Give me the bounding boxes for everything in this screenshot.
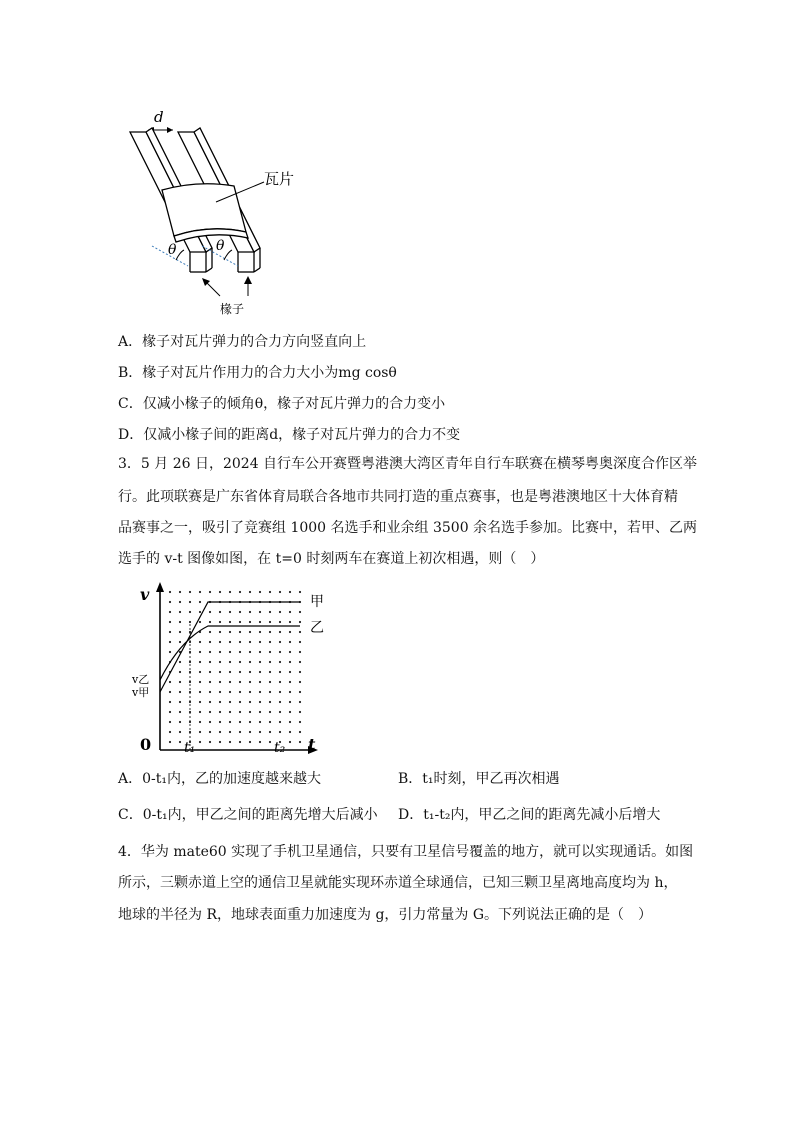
grid-dot — [219, 591, 221, 593]
grid-dot — [259, 611, 261, 613]
label-v-yi: v乙 — [132, 673, 150, 686]
label-rafter: 椽子 — [220, 302, 245, 316]
grid-dot — [209, 731, 211, 733]
grid-dots — [169, 591, 301, 743]
grid-dot — [209, 681, 211, 683]
grid-dot — [269, 711, 271, 713]
grid-dot — [179, 671, 181, 673]
grid-dot — [189, 591, 191, 593]
grid-dot — [239, 651, 241, 653]
grid-dot — [169, 601, 171, 603]
grid-dot — [259, 681, 261, 683]
grid-dot — [209, 721, 211, 723]
grid-dot — [289, 741, 291, 743]
label-d: d — [154, 108, 164, 126]
grid-dot — [209, 671, 211, 673]
grid-dot — [299, 641, 301, 643]
grid-dot — [229, 661, 231, 663]
grid-dot — [169, 631, 171, 633]
grid-dot — [289, 711, 291, 713]
grid-dot — [209, 641, 211, 643]
grid-dot — [299, 711, 301, 713]
grid-dot — [219, 701, 221, 703]
grid-dot — [249, 701, 251, 703]
grid-dot — [179, 691, 181, 693]
grid-dot — [249, 691, 251, 693]
grid-dot — [279, 691, 281, 693]
grid-dot — [169, 681, 171, 683]
grid-dot — [209, 631, 211, 633]
grid-dot — [299, 731, 301, 733]
grid-dot — [259, 731, 261, 733]
grid-dot — [239, 681, 241, 683]
q3-option-d: D．t₁-t₂内，甲乙之间的距离先减小后增大 — [398, 807, 661, 823]
grid-dot — [229, 721, 231, 723]
grid-dot — [279, 701, 281, 703]
grid-dot — [219, 681, 221, 683]
grid-dot — [209, 591, 211, 593]
grid-dot — [259, 691, 261, 693]
grid-dot — [219, 641, 221, 643]
grid-dot — [299, 611, 301, 613]
grid-dot — [299, 591, 301, 593]
q2-option-b: B．椽子对瓦片作用力的合力大小为mg cosθ — [118, 365, 397, 381]
q3-option-c: C．0-t₁内，甲乙之间的距离先增大后减小 — [118, 807, 378, 823]
grid-dot — [229, 691, 231, 693]
grid-dot — [179, 601, 181, 603]
grid-dot — [169, 691, 171, 693]
grid-dot — [179, 631, 181, 633]
label-theta-right: θ — [216, 238, 225, 254]
grid-dot — [289, 661, 291, 663]
grid-dot — [269, 731, 271, 733]
grid-dot — [299, 661, 301, 663]
grid-dot — [259, 721, 261, 723]
grid-dot — [279, 711, 281, 713]
grid-dot — [249, 591, 251, 593]
grid-dot — [189, 621, 191, 623]
grid-dot — [249, 641, 251, 643]
grid-dot — [289, 611, 291, 613]
grid-dot — [219, 731, 221, 733]
grid-dot — [169, 721, 171, 723]
grid-dot — [179, 641, 181, 643]
grid-dot — [249, 711, 251, 713]
grid-dot — [179, 621, 181, 623]
grid-dot — [259, 641, 261, 643]
grid-dot — [169, 741, 171, 743]
grid-dot — [259, 621, 261, 623]
grid-dot — [209, 691, 211, 693]
grid-dot — [259, 741, 261, 743]
grid-dot — [299, 691, 301, 693]
grid-dot — [229, 651, 231, 653]
grid-dot — [189, 611, 191, 613]
grid-dot — [199, 611, 201, 613]
grid-dot — [269, 681, 271, 683]
grid-dot — [199, 641, 201, 643]
grid-dot — [299, 671, 301, 673]
q3-stem-line-2: 行。此项联赛是广东省体育局联合各地市共同打造的重点赛事，也是粤港澳地区十大体育精 — [118, 489, 678, 505]
grid-dot — [299, 621, 301, 623]
grid-dot — [239, 731, 241, 733]
origin-label: 0 — [140, 735, 152, 754]
grid-dot — [299, 651, 301, 653]
axis-t-label: t — [308, 735, 316, 754]
grid-dot — [269, 701, 271, 703]
grid-dot — [219, 661, 221, 663]
grid-dot — [289, 631, 291, 633]
q3-stem-line-1: 3．5 月 26 日，2024 自行车公开赛暨粤港澳大湾区青年自行车联赛在横琴粤奥深度合作区举 — [118, 456, 698, 472]
q2-option-a: A．椽子对瓦片弹力的合力方向竖直向上 — [118, 334, 367, 350]
grid-dot — [209, 651, 211, 653]
grid-dot — [179, 711, 181, 713]
label-tile: 瓦片 — [264, 170, 295, 188]
grid-dot — [209, 661, 211, 663]
grid-dot — [179, 681, 181, 683]
grid-dot — [179, 611, 181, 613]
grid-dot — [239, 611, 241, 613]
grid-dot — [239, 591, 241, 593]
grid-dot — [239, 671, 241, 673]
grid-dot — [269, 671, 271, 673]
grid-dot — [199, 651, 201, 653]
grid-dot — [289, 681, 291, 683]
grid-dot — [279, 621, 281, 623]
grid-dot — [279, 591, 281, 593]
grid-dot — [259, 591, 261, 593]
grid-dot — [289, 721, 291, 723]
grid-dot — [279, 631, 281, 633]
grid-dot — [289, 591, 291, 593]
grid-dot — [179, 741, 181, 743]
grid-dot — [289, 641, 291, 643]
grid-dot — [199, 701, 201, 703]
grid-dot — [279, 671, 281, 673]
grid-dot — [219, 611, 221, 613]
grid-dot — [259, 651, 261, 653]
grid-dot — [279, 731, 281, 733]
grid-dot — [239, 721, 241, 723]
grid-dot — [249, 731, 251, 733]
grid-dot — [249, 741, 251, 743]
grid-dot — [289, 651, 291, 653]
grid-dot — [269, 651, 271, 653]
grid-dot — [259, 711, 261, 713]
grid-dot — [199, 721, 201, 723]
grid-dot — [259, 661, 261, 663]
grid-dot — [229, 591, 231, 593]
grid-dot — [289, 671, 291, 673]
grid-dot — [189, 601, 191, 603]
grid-dot — [199, 661, 201, 663]
grid-dot — [239, 621, 241, 623]
grid-dot — [269, 741, 271, 743]
grid-dot — [279, 661, 281, 663]
grid-dot — [229, 641, 231, 643]
grid-dot — [199, 621, 201, 623]
grid-dot — [209, 741, 211, 743]
grid-dot — [199, 691, 201, 693]
grid-dot — [239, 711, 241, 713]
grid-dot — [169, 611, 171, 613]
q3-stem-line-3: 品赛事之一，吸引了竞赛组 1000 名选手和业余组 3500 余名选手参加。比赛中，若甲、乙两 — [118, 520, 698, 536]
tile-rafter-figure — [118, 100, 318, 320]
grid-dot — [239, 631, 241, 633]
grid-dot — [209, 701, 211, 703]
grid-dot — [239, 741, 241, 743]
grid-dot — [219, 631, 221, 633]
grid-dot — [179, 721, 181, 723]
grid-dot — [299, 701, 301, 703]
grid-dot — [269, 631, 271, 633]
grid-dot — [169, 731, 171, 733]
grid-dot — [249, 661, 251, 663]
grid-dot — [279, 721, 281, 723]
q3-stem-line-4: 选手的 v-t 图像如图，在 t=0 时刻两车在赛道上初次相遇，则（ ） — [118, 551, 545, 567]
grid-dot — [289, 731, 291, 733]
grid-dot — [219, 621, 221, 623]
grid-dot — [169, 651, 171, 653]
grid-dot — [229, 671, 231, 673]
q4-stem-line-1: 4．华为 mate60 实现了手机卫星通信，只要有卫星信号覆盖的地方，就可以实现通话。如图 — [118, 844, 694, 860]
grid-dot — [179, 731, 181, 733]
grid-dot — [229, 631, 231, 633]
grid-dot — [259, 701, 261, 703]
grid-dot — [229, 741, 231, 743]
axis-v-label: v — [140, 585, 150, 604]
grid-dot — [249, 681, 251, 683]
grid-dot — [249, 611, 251, 613]
grid-dot — [269, 621, 271, 623]
q3-option-b: B．t₁时刻，甲乙再次相遇 — [398, 771, 560, 787]
grid-dot — [279, 641, 281, 643]
grid-dot — [209, 621, 211, 623]
grid-dot — [219, 691, 221, 693]
grid-dot — [199, 731, 201, 733]
grid-dot — [169, 621, 171, 623]
grid-dot — [289, 701, 291, 703]
grid-dot — [279, 611, 281, 613]
vt-graph — [130, 580, 340, 758]
grid-dot — [209, 711, 211, 713]
grid-dot — [269, 691, 271, 693]
grid-dot — [299, 631, 301, 633]
grid-dot — [249, 631, 251, 633]
grid-dot — [219, 711, 221, 713]
grid-dot — [229, 711, 231, 713]
label-v-jia: v甲 — [132, 686, 150, 699]
series-yi-label: 乙 — [310, 620, 324, 636]
grid-dot — [269, 721, 271, 723]
grid-dot — [169, 591, 171, 593]
grid-dot — [239, 661, 241, 663]
grid-dot — [199, 681, 201, 683]
grid-dot — [229, 731, 231, 733]
grid-dot — [209, 611, 211, 613]
grid-dot — [169, 711, 171, 713]
q2-option-d: D．仅减小椽子间的距离d，椽子对瓦片弹力的合力不变 — [118, 427, 461, 443]
tick-t1: t₁ — [184, 740, 196, 756]
q4-stem-line-3: 地球的半径为 R，地球表面重力加速度为 g，引力常量为 G。下列说法正确的是（ ） — [118, 907, 653, 923]
grid-dot — [169, 701, 171, 703]
grid-dot — [269, 661, 271, 663]
grid-dot — [259, 671, 261, 673]
grid-dot — [249, 721, 251, 723]
grid-dot — [199, 711, 201, 713]
grid-dot — [289, 621, 291, 623]
grid-dot — [179, 661, 181, 663]
grid-dot — [239, 691, 241, 693]
grid-dot — [199, 741, 201, 743]
q4-stem-line-2: 所示，三颗赤道上空的通信卫星就能实现环赤道全球通信，已知三颗卫星离地高度均为 h， — [118, 875, 678, 891]
grid-dot — [269, 611, 271, 613]
grid-dot — [199, 601, 201, 603]
grid-dot — [229, 701, 231, 703]
grid-dot — [249, 621, 251, 623]
q3-option-a: A．0-t₁内，乙的加速度越来越大 — [118, 771, 321, 787]
grid-dot — [269, 591, 271, 593]
q2-option-c: C．仅减小椽子的倾角θ，椽子对瓦片弹力的合力变小 — [118, 396, 446, 412]
grid-dot — [169, 641, 171, 643]
grid-dot — [219, 721, 221, 723]
grid-dot — [179, 591, 181, 593]
grid-dot — [269, 641, 271, 643]
grid-dot — [299, 721, 301, 723]
grid-dot — [229, 681, 231, 683]
grid-dot — [279, 681, 281, 683]
grid-dot — [239, 641, 241, 643]
grid-dot — [289, 691, 291, 693]
grid-dot — [219, 741, 221, 743]
grid-dot — [239, 701, 241, 703]
grid-dot — [199, 591, 201, 593]
grid-dot — [219, 671, 221, 673]
grid-dot — [249, 671, 251, 673]
grid-dot — [299, 741, 301, 743]
grid-dot — [249, 651, 251, 653]
grid-dot — [199, 671, 201, 673]
grid-dot — [229, 621, 231, 623]
tick-t2: t₂ — [274, 740, 286, 756]
grid-dot — [219, 651, 221, 653]
label-theta-left: θ — [168, 242, 177, 258]
grid-dot — [179, 701, 181, 703]
grid-dot — [279, 651, 281, 653]
grid-dot — [299, 681, 301, 683]
grid-dot — [259, 631, 261, 633]
series-jia-label: 甲 — [310, 594, 324, 610]
grid-dot — [229, 611, 231, 613]
